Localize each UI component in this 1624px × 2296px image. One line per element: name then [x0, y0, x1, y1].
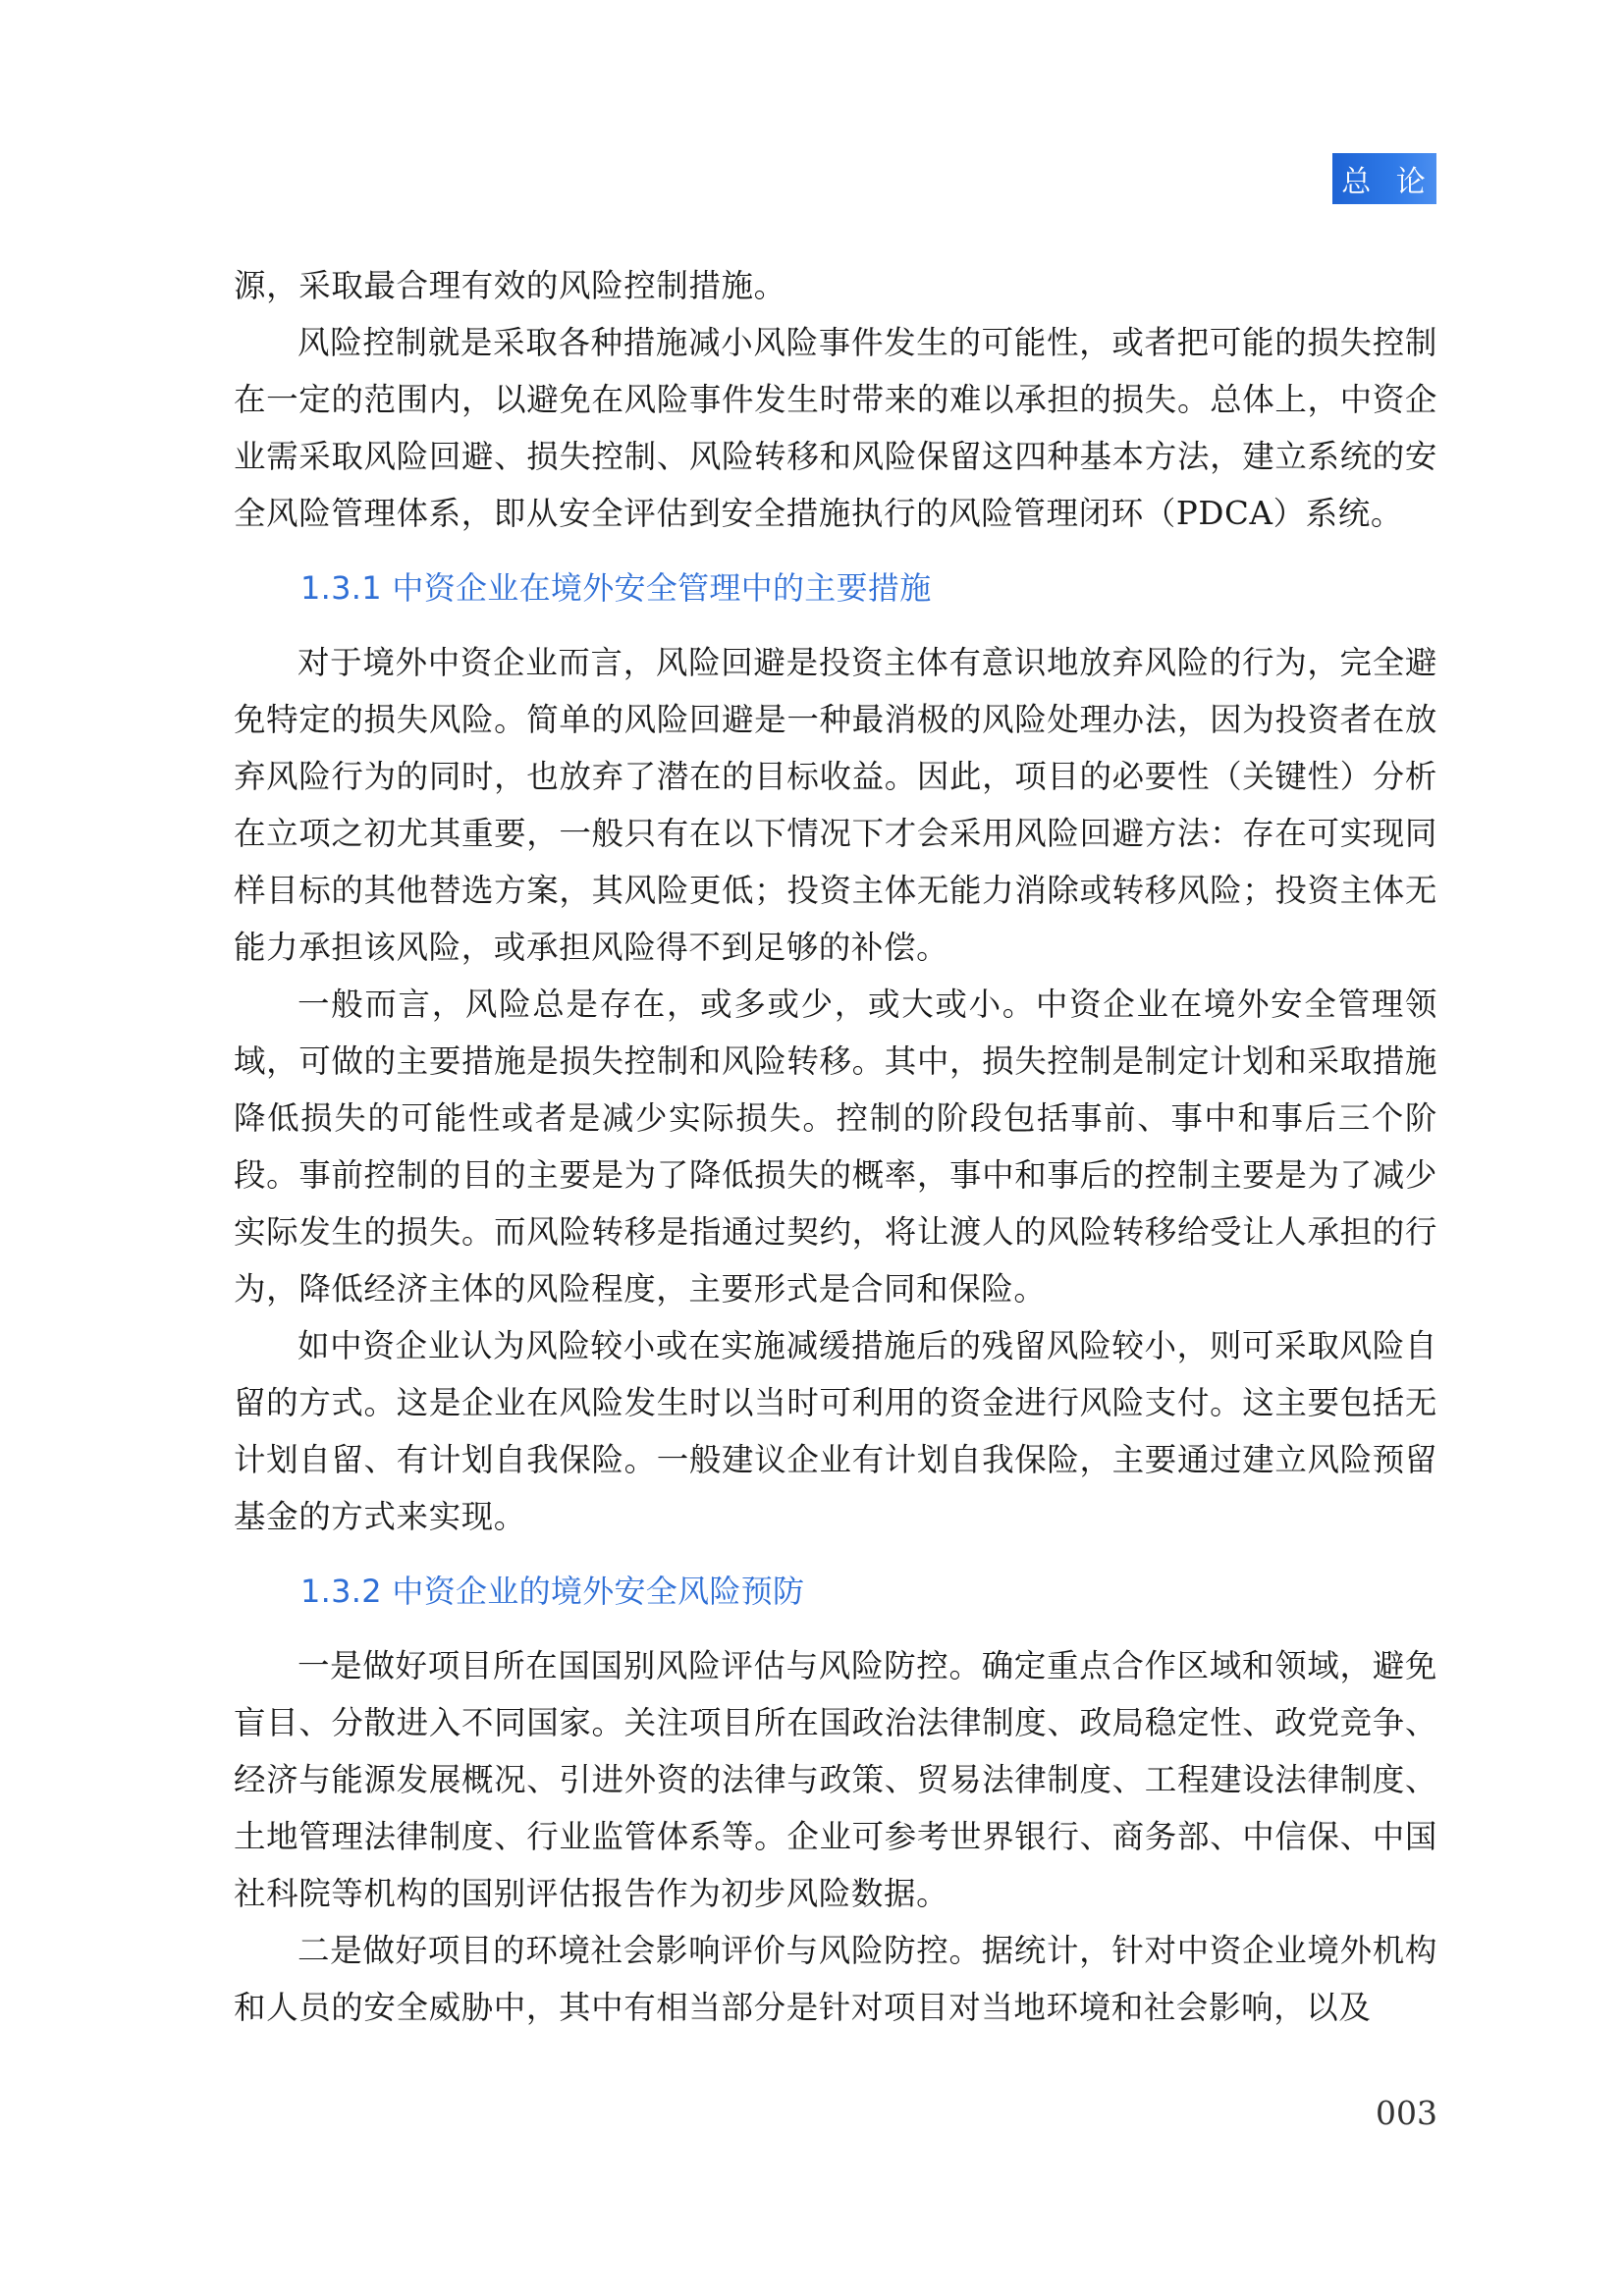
paragraph-continuation: 源，采取最合理有效的风险控制措施。	[234, 267, 786, 304]
paragraph-risk-retention: 如中资企业认为风险较小或在实施减缓措施后的残留风险较小，则可采取风险自留的方式。这是企业在风险发生时以当时可利用的资金进行风险支付。这主要包括无计划自留、有计划自我保险。一般建议企业有计划自我保险，主要通过建立风险预留基金的方式来实现。	[234, 1327, 1437, 1535]
paragraph-country-risk: 一是做好项目所在国国别风险评估与风险防控。确定重点合作区域和领域，避免盲目、分散进入不同国家。关注项目所在国政治法律制度、政局稳定性、政党竞争、经济与能源发展概况、引进外资的法律与政策、贸易法律制度、工程建设法律制度、土地管理法律制度、行业监管体系等。企业可参考世界银行、商务部、中信保、中国社科院等机构的国别评估报告作为初步风险数据。	[234, 1647, 1437, 1912]
chapter-tag: 总 论	[1332, 153, 1436, 204]
paragraph-risk-avoidance: 对于境外中资企业而言，风险回避是投资主体有意识地放弃风险的行为，完全避免特定的损失风险。简单的风险回避是一种最消极的风险处理办法，因为投资者在放弃风险行为的同时，也放弃了潜在的目标收益。因此，项目的必要性（关键性）分析在立项之初尤其重要，一般只有在以下情况下才会采用风险回避方法：存在可实现同样目标的其他替选方案，其风险更低；投资主体无能力消除或转移风险；投资主体无能力承担该风险，或承担风险得不到足够的补偿。	[234, 644, 1437, 966]
paragraph-loss-control: 一般而言，风险总是存在，或多或少，或大或小。中资企业在境外安全管理领域，可做的主要措施是损失控制和风险转移。其中，损失控制是制定计划和采取措施降低损失的可能性或者是减少实际损失。控制的阶段包括事前、事中和事后三个阶段。事前控制的目的主要是为了降低损失的概率，事中和事后的控制主要是为了减少实际发生的损失。而风险转移是指通过契约，将让渡人的风险转移给受让人承担的行为，降低经济主体的风险程度，主要形式是合同和保险。	[234, 986, 1437, 1308]
page-content	[234, 257, 1437, 2036]
paragraph-environmental-social: 二是做好项目的环境社会影响评价与风险防控。据统计，针对中资企业境外机构和人员的安全威胁中，其中有相当部分是针对项目对当地环境和社会影响，以及	[234, 1932, 1437, 2026]
section-heading-1-3-2: 1.3.2 中资企业的境外安全风险预防	[300, 1573, 805, 1610]
page-number: 003	[1376, 2094, 1437, 2132]
section-heading-1-3-1: 1.3.1 中资企业在境外安全管理中的主要措施	[300, 569, 932, 607]
paragraph-risk-control: 风险控制就是采取各种措施减小风险事件发生的可能性，或者把可能的损失控制在一定的范围内，以避免在风险事件发生时带来的难以承担的损失。总体上，中资企业需采取风险回避、损失控制、风险转移和风险保留这四种基本方法，建立系统的安全风险管理体系，即从安全评估到安全措施执行的风险管理闭环（PDCA）系统。	[234, 324, 1437, 532]
